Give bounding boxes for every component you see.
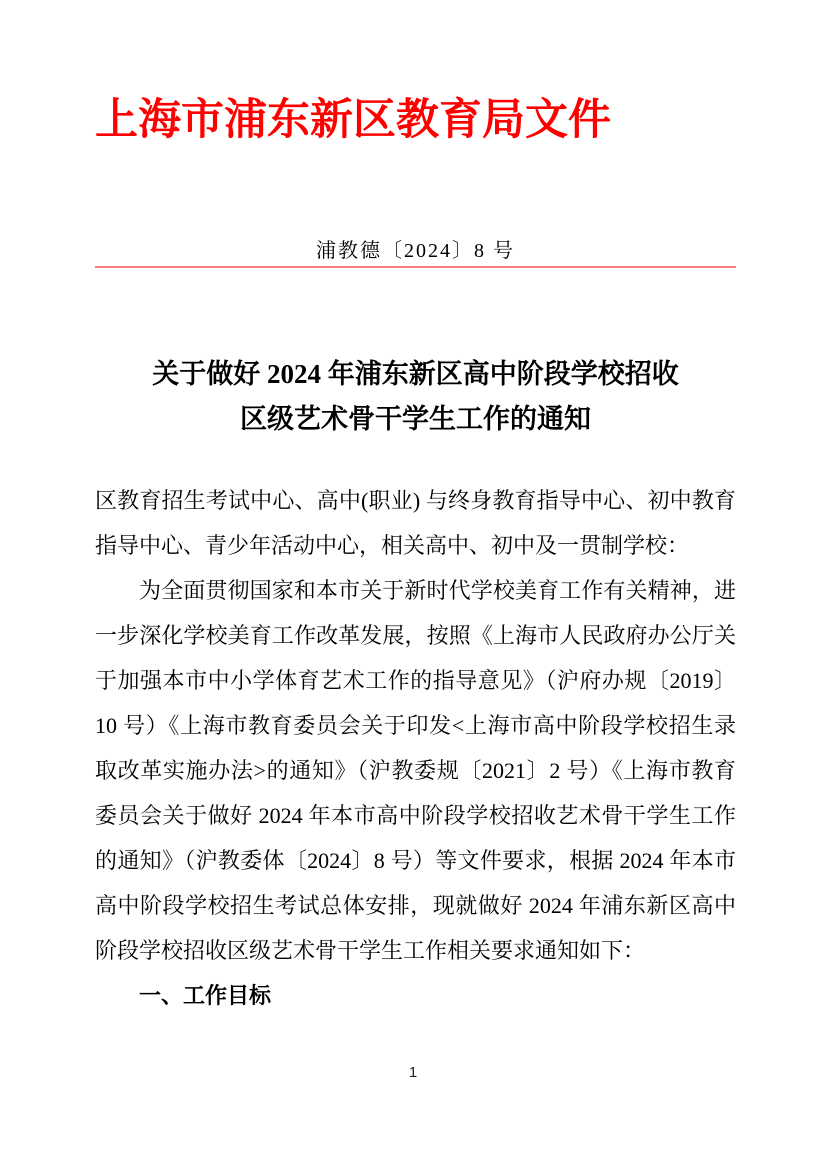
document-body	[95, 478, 736, 1018]
page-number: 1	[408, 1064, 418, 1081]
section-heading: 一、工作目标	[139, 983, 272, 1008]
document-number: 浦教德〔2024〕8 号	[316, 240, 515, 262]
body-paragraph: 为全面贯彻国家和本市关于新时代学校美育工作有关精神，进一步深化学校美育工作改革发展，按照《上海市人民政府办公厅关于加强本市中小学体育艺术工作的指导意见》（沪府办规〔2019〕10 号）《上海市教育委员会关于印发<上海市高中阶段学校招生录取改革实施办法>的通知》（沪教委规〔2021〕2 号）《上海市教育委员会关于做好 2024 年本市高中阶段学校招收艺术骨干学生工作的通知》（沪教委体〔2024〕8 号）等文件要求，根据 2024 年本市高中阶段学校招生考试总体安排，现就做好 2024 年浦东新区高中阶段学校招收区级艺术骨干学生工作相关要求通知如下：	[95, 578, 736, 963]
issuing-org-title: 上海市浦东新区教育局文件	[95, 97, 611, 144]
document-title-line1: 关于做好 2024 年浦东新区高中阶段学校招收	[152, 359, 679, 389]
salutation-paragraph: 区教育招生考试中心、高中(职业) 与终身教育指导中心、初中教育指导中心、青少年活动中心，相关高中、初中及一贯制学校：	[95, 488, 736, 558]
red-divider-line	[95, 266, 736, 268]
document-title-line2: 区级艺术骨干学生工作的通知	[240, 404, 591, 434]
document-title	[95, 352, 736, 442]
